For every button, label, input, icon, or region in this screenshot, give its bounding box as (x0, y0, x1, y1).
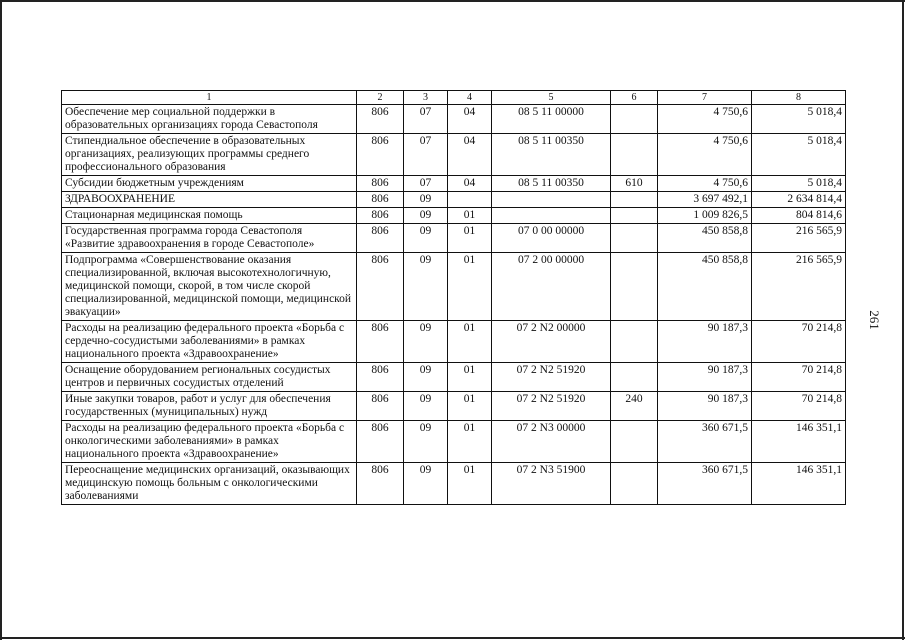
row-name: Подпрограмма «Совершенствование оказания специализированной, включая высокотехнологичную, медицинской помощи, скорой, в том числе скорой специализированной, медицинской помощи, медицинской эвакуации» (62, 253, 357, 321)
row-glava: 806 (357, 321, 404, 363)
row-vr (611, 463, 658, 505)
row-vr (611, 321, 658, 363)
row-csr: 07 2 N2 00000 (492, 321, 611, 363)
row-vr (611, 192, 658, 208)
row-csr: 07 2 N2 51920 (492, 363, 611, 392)
row-razdel: 09 (404, 363, 448, 392)
column-number-6: 6 (611, 91, 658, 105)
table-row (62, 208, 846, 224)
row-razdel: 09 (404, 192, 448, 208)
page-border-bottom (0, 637, 905, 639)
row-sum-2022: 216 565,9 (752, 224, 846, 253)
row-glava: 806 (357, 105, 404, 134)
row-name: Расходы на реализацию федерального проекта «Борьба с сердечно-сосудистыми заболеваниями» в рамках национального проекта «Здравоохранение» (62, 321, 357, 363)
row-sum-2022: 5 018,4 (752, 134, 846, 176)
table-row (62, 463, 846, 505)
row-razdel: 07 (404, 176, 448, 192)
column-number-3: 3 (404, 91, 448, 105)
row-vr: 240 (611, 392, 658, 421)
row-razdel: 07 (404, 134, 448, 176)
row-sum-2021: 4 750,6 (658, 105, 752, 134)
row-vr (611, 363, 658, 392)
row-name: Иные закупки товаров, работ и услуг для обеспечения государственных (муниципальных) нужд (62, 392, 357, 421)
row-name: Расходы на реализацию федерального проекта «Борьба с онкологическими заболеваниями» в рамках национального проекта «Здравоохранение» (62, 421, 357, 463)
row-sum-2022: 804 814,6 (752, 208, 846, 224)
row-name: Переоснащение медицинских организаций, оказывающих медицинскую помощь больным с онкологическими заболеваниями (62, 463, 357, 505)
row-glava: 806 (357, 363, 404, 392)
row-sum-2021: 360 671,5 (658, 421, 752, 463)
table-row (62, 321, 846, 363)
row-glava: 806 (357, 421, 404, 463)
row-sum-2021: 1 009 826,5 (658, 208, 752, 224)
table-row (62, 392, 846, 421)
page-border-left (0, 0, 2, 640)
row-razdel: 09 (404, 392, 448, 421)
row-glava: 806 (357, 253, 404, 321)
row-csr: 07 2 N2 51920 (492, 392, 611, 421)
row-sum-2022: 70 214,8 (752, 321, 846, 363)
row-sum-2022: 70 214,8 (752, 392, 846, 421)
row-csr: 07 2 N3 51900 (492, 463, 611, 505)
row-podrazdel: 01 (448, 363, 492, 392)
row-sum-2021: 360 671,5 (658, 463, 752, 505)
row-name: Субсидии бюджетным учреждениям (62, 176, 357, 192)
row-sum-2021: 3 697 492,1 (658, 192, 752, 208)
row-glava: 806 (357, 208, 404, 224)
row-vr (611, 253, 658, 321)
row-name: Стационарная медицинская помощь (62, 208, 357, 224)
row-glava: 806 (357, 192, 404, 208)
row-razdel: 09 (404, 208, 448, 224)
row-vr: 610 (611, 176, 658, 192)
page-border-top (0, 0, 905, 2)
row-name: Стипендиальное обеспечение в образовательных организациях, реализующих программы среднего профессионального образования (62, 134, 357, 176)
row-glava: 806 (357, 134, 404, 176)
row-name: Государственная программа города Севастополя «Развитие здравоохранения в городе Севастополе» (62, 224, 357, 253)
table-header-row (62, 91, 846, 105)
table-row (62, 363, 846, 392)
row-podrazdel: 01 (448, 463, 492, 505)
row-sum-2021: 450 858,8 (658, 253, 752, 321)
row-sum-2022: 2 634 814,4 (752, 192, 846, 208)
row-podrazdel: 01 (448, 421, 492, 463)
row-podrazdel (448, 192, 492, 208)
row-csr: 08 5 11 00000 (492, 105, 611, 134)
row-podrazdel: 01 (448, 321, 492, 363)
row-vr (611, 105, 658, 134)
table-row (62, 105, 846, 134)
row-csr: 08 5 11 00350 (492, 134, 611, 176)
row-razdel: 07 (404, 105, 448, 134)
page-number: 261 (866, 310, 882, 330)
row-sum-2022: 146 351,1 (752, 421, 846, 463)
column-number-5: 5 (492, 91, 611, 105)
row-sum-2021: 90 187,3 (658, 392, 752, 421)
row-sum-2021: 4 750,6 (658, 134, 752, 176)
budget-table (61, 90, 846, 505)
row-sum-2022: 146 351,1 (752, 463, 846, 505)
column-number-7: 7 (658, 91, 752, 105)
row-sum-2021: 450 858,8 (658, 224, 752, 253)
column-number-4: 4 (448, 91, 492, 105)
row-podrazdel: 01 (448, 253, 492, 321)
row-name: Оснащение оборудованием региональных сосудистых центров и первичных сосудистых отделений (62, 363, 357, 392)
column-number-8: 8 (752, 91, 846, 105)
row-sum-2021: 90 187,3 (658, 321, 752, 363)
row-sum-2022: 5 018,4 (752, 176, 846, 192)
row-razdel: 09 (404, 463, 448, 505)
table-row (62, 134, 846, 176)
row-podrazdel: 01 (448, 224, 492, 253)
column-number-2: 2 (357, 91, 404, 105)
table-row (62, 192, 846, 208)
row-vr (611, 134, 658, 176)
row-name: Обеспечение мер социальной поддержки в образовательных организациях города Севастополя (62, 105, 357, 134)
row-razdel: 09 (404, 421, 448, 463)
row-csr: 07 0 00 00000 (492, 224, 611, 253)
row-name: ЗДРАВООХРАНЕНИЕ (62, 192, 357, 208)
row-razdel: 09 (404, 321, 448, 363)
row-sum-2021: 4 750,6 (658, 176, 752, 192)
row-podrazdel: 01 (448, 392, 492, 421)
row-podrazdel: 04 (448, 176, 492, 192)
row-csr: 07 2 N3 00000 (492, 421, 611, 463)
row-sum-2022: 216 565,9 (752, 253, 846, 321)
row-razdel: 09 (404, 224, 448, 253)
row-podrazdel: 01 (448, 208, 492, 224)
row-sum-2022: 70 214,8 (752, 363, 846, 392)
row-csr: 07 2 00 00000 (492, 253, 611, 321)
row-glava: 806 (357, 176, 404, 192)
row-podrazdel: 04 (448, 134, 492, 176)
row-glava: 806 (357, 463, 404, 505)
row-glava: 806 (357, 392, 404, 421)
row-csr (492, 208, 611, 224)
row-glava: 806 (357, 224, 404, 253)
row-vr (611, 421, 658, 463)
table-row (62, 176, 846, 192)
row-vr (611, 224, 658, 253)
row-csr: 08 5 11 00350 (492, 176, 611, 192)
row-sum-2022: 5 018,4 (752, 105, 846, 134)
column-number-1: 1 (62, 91, 357, 105)
table-row (62, 253, 846, 321)
row-vr (611, 208, 658, 224)
page-border-right (902, 0, 904, 640)
row-podrazdel: 04 (448, 105, 492, 134)
row-razdel: 09 (404, 253, 448, 321)
row-sum-2021: 90 187,3 (658, 363, 752, 392)
row-csr (492, 192, 611, 208)
table-row (62, 421, 846, 463)
table-row (62, 224, 846, 253)
